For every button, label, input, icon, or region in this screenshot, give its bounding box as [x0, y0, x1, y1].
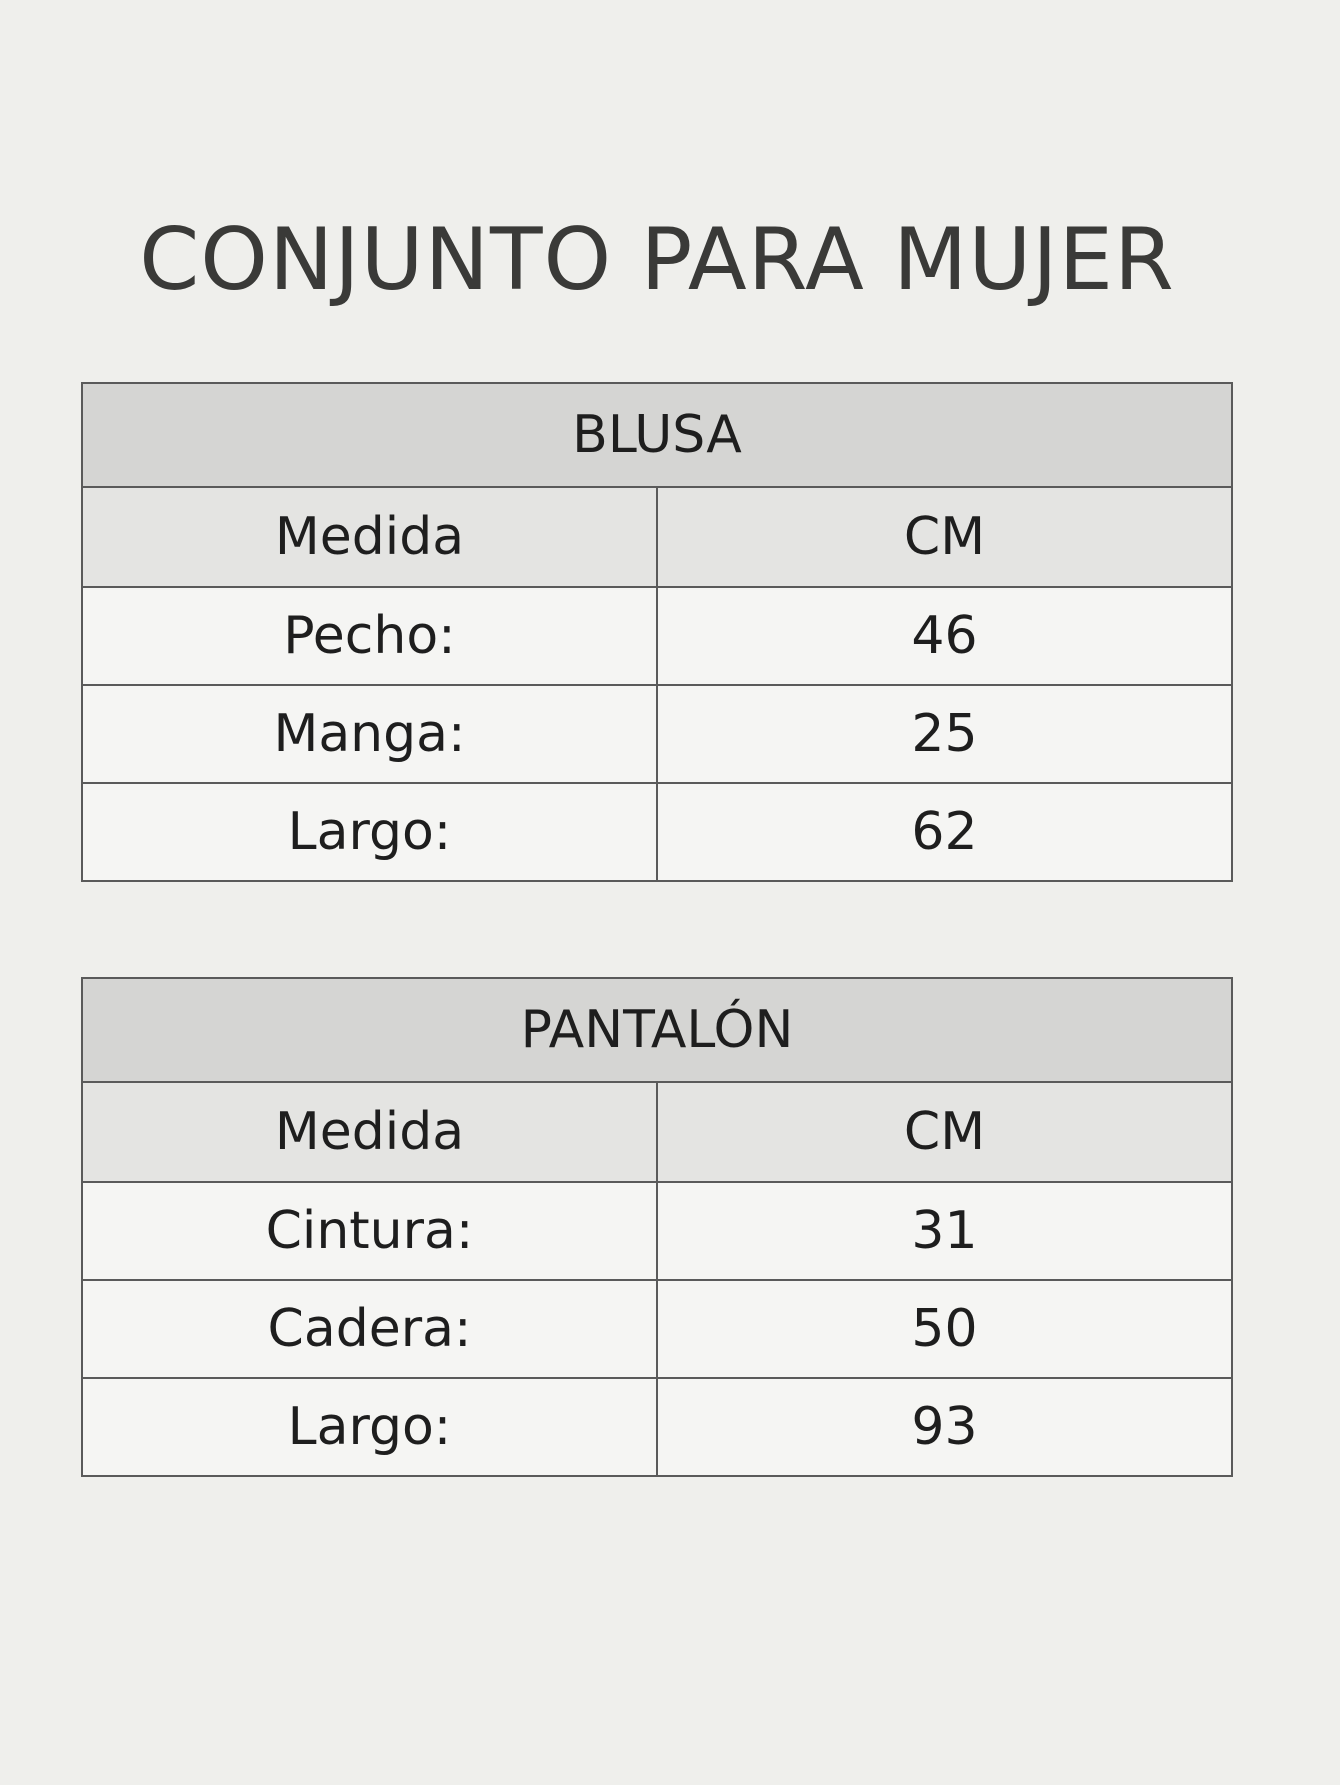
measure-label: Cadera: [82, 1280, 657, 1378]
column-header-measure: Medida [82, 1082, 657, 1182]
measure-label: Cintura: [82, 1182, 657, 1280]
table-column-header-row [82, 487, 1232, 587]
table-row [82, 587, 1232, 685]
measure-value: 50 [657, 1280, 1232, 1378]
section-title: PANTALÓN [82, 978, 1232, 1082]
measure-value: 31 [657, 1182, 1232, 1280]
measure-label: Largo: [82, 1378, 657, 1476]
measure-value: 25 [657, 685, 1232, 783]
size-table-pantalon [81, 977, 1233, 1477]
table-section-header [82, 978, 1232, 1082]
measure-value: 93 [657, 1378, 1232, 1476]
table-row [82, 1182, 1232, 1280]
column-header-measure: Medida [82, 487, 657, 587]
column-header-cm: CM [657, 1082, 1232, 1182]
table-row [82, 783, 1232, 881]
column-header-cm: CM [657, 487, 1232, 587]
table-section-header [82, 383, 1232, 487]
table-row [82, 685, 1232, 783]
measure-value: 62 [657, 783, 1232, 881]
size-table-blusa [81, 382, 1233, 882]
table-row [82, 1378, 1232, 1476]
measure-label: Manga: [82, 685, 657, 783]
measure-value: 46 [657, 587, 1232, 685]
table-column-header-row [82, 1082, 1232, 1182]
section-title: BLUSA [82, 383, 1232, 487]
table-row [82, 1280, 1232, 1378]
page-title: CONJUNTO PARA MUJER [139, 210, 1175, 310]
measure-label: Pecho: [82, 587, 657, 685]
measure-label: Largo: [82, 783, 657, 881]
